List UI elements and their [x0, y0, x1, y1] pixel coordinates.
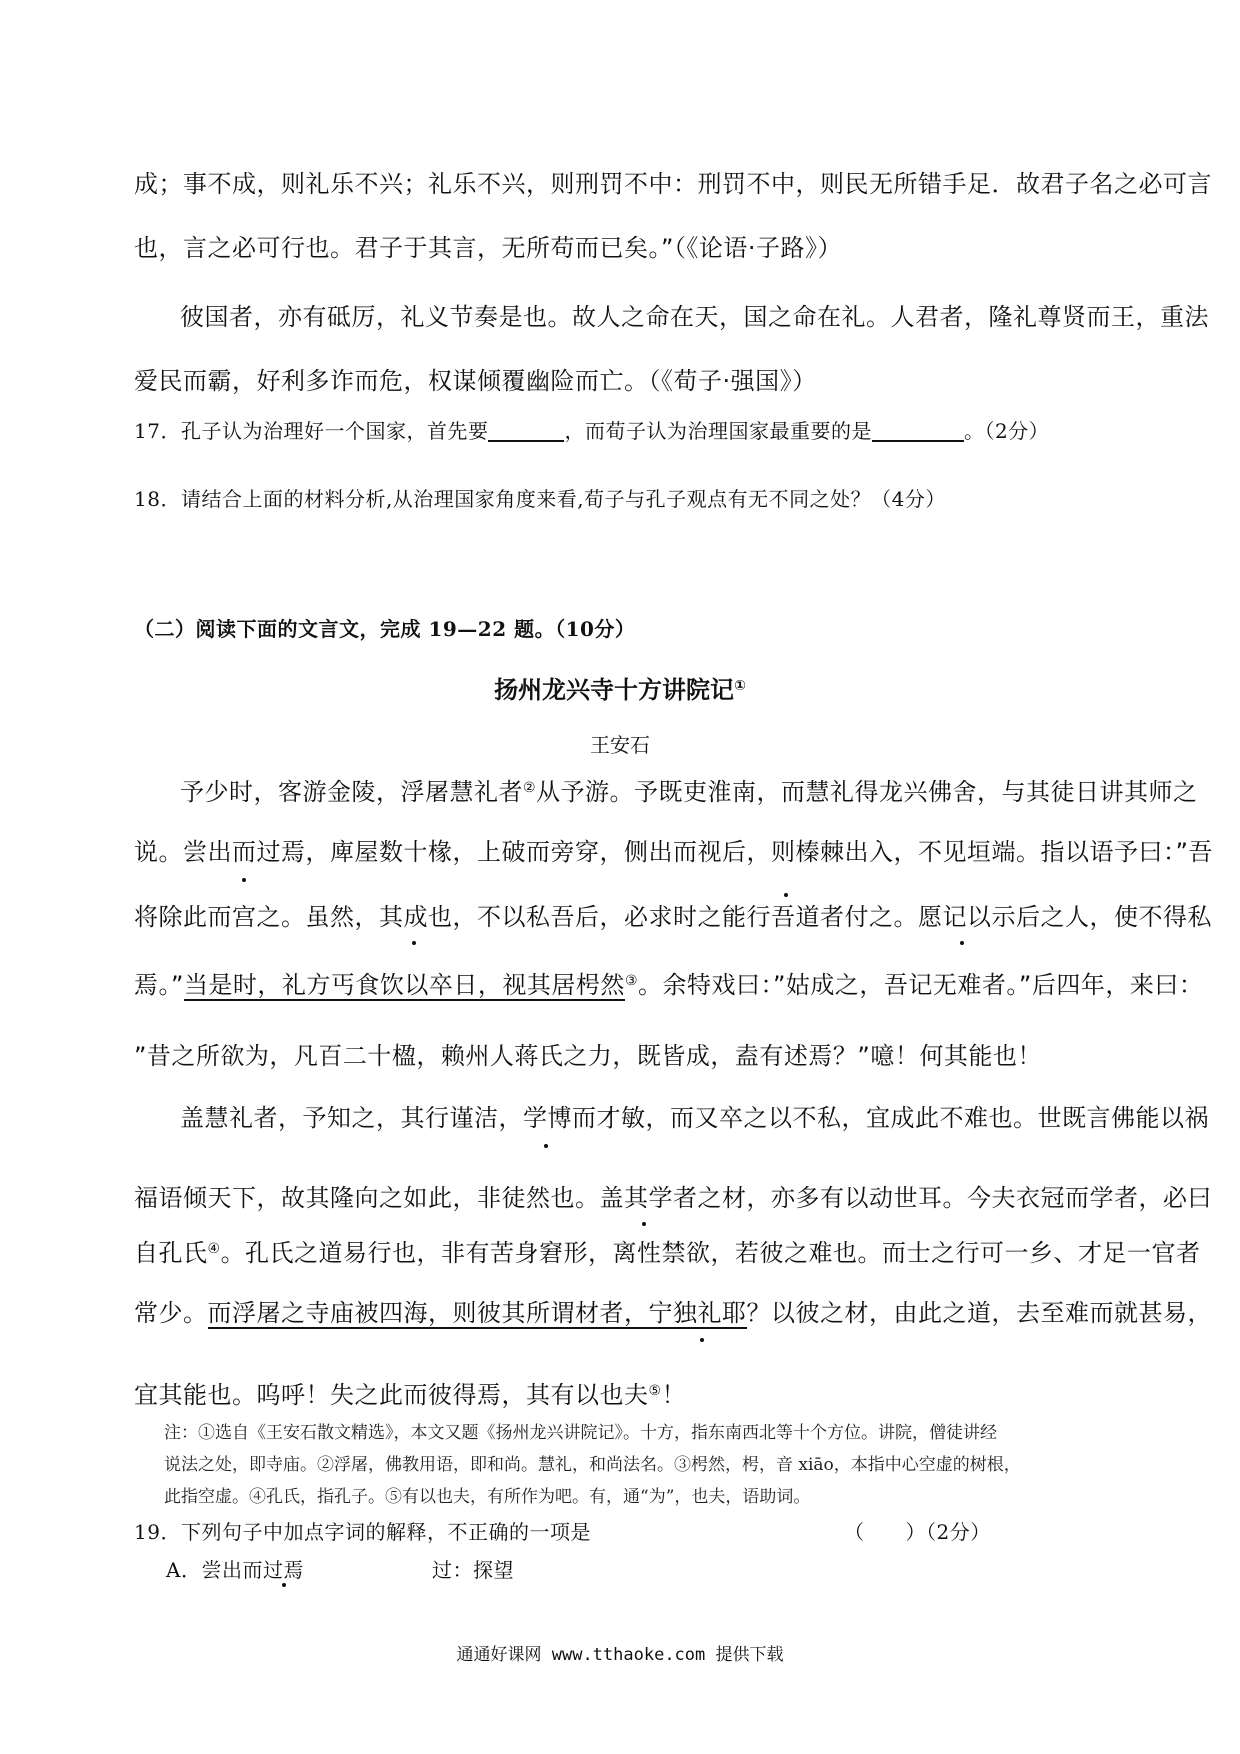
article-text: 从予游。予既吏淮南，而慧礼得龙兴佛舍，与其徒日讲其师之	[536, 778, 1198, 806]
footnote-marker: ②	[523, 780, 537, 796]
passage-line: 成；事不成，则礼乐不兴；礼乐不兴，则刑罚不中：刑罚不中，则民无所错手足．故君子名之必可言	[134, 170, 1212, 198]
q17-text-3: 。（2分）	[963, 419, 1050, 443]
article-line	[134, 1297, 1212, 1329]
article-text: 焉。”	[134, 971, 184, 999]
underlined-sentence: 而浮屠之寺庙被四海，则彼其所谓材者，宁独礼耶	[207, 1299, 747, 1327]
article-line	[134, 965, 1203, 1001]
answer-blank[interactable]	[872, 418, 964, 442]
emphasis-dot	[700, 1338, 704, 1342]
emphasis-dot	[412, 941, 416, 945]
footnote-marker: ⑤	[648, 1383, 662, 1399]
article-line: 盖慧礼者，予知之，其行谨洁，学博而才敏，而又卒之以不私，宜成此不难也。世既言佛能以祸	[180, 1104, 1209, 1132]
footnote-marker: ③	[624, 973, 638, 989]
option-a-sentence: A．尝出而过焉	[166, 1558, 304, 1582]
answer-blank[interactable]	[488, 418, 564, 442]
footnote-line: 说法之处，即寺庙。②浮屠，佛教用语，即和尚。慧礼，和尚法名。③枵然，枵，音 xiāo，本指中心空虚的树根，	[164, 1455, 1021, 1475]
footnote-marker: ④	[207, 1241, 221, 1257]
article-text: 宜其能也。呜呼！失之此而彼得焉，其有以也夫	[134, 1381, 649, 1409]
article-text: 自孔氏	[134, 1239, 208, 1267]
question-17	[134, 415, 1049, 447]
page-footer: 通通好课网 www.tthaoke.com 提供下载	[456, 1645, 784, 1665]
footnote-marker: ①	[734, 678, 746, 694]
footnote-line: 注：①选自《王安石散文精选》，本文又题《扬州龙兴讲院记》。十方，指东南西北等十个方位。讲院，僧徒讲经	[164, 1423, 997, 1443]
emphasis-dot	[784, 893, 788, 897]
q17-text-1: 17．孔子认为治理好一个国家，首先要	[134, 419, 489, 443]
question-19: 19．下列句子中加点字词的解释，不正确的一项是	[134, 1520, 591, 1544]
question-18: 18．请结合上面的材料分析,从治理国家角度来看,荀子与孔子观点有无不同之处？（4分）	[134, 487, 946, 511]
article-line	[134, 1233, 1201, 1269]
option-a-gloss: 过：探望	[432, 1558, 514, 1582]
article-line	[180, 772, 1198, 808]
article-line: ”昔之所欲为，凡百二十楹，赖州人蒋氏之力，既皆成，盍有述焉？”噫！何其能也！	[134, 1042, 1042, 1070]
article-text: 予少时，客游金陵，浮屠慧礼者	[180, 778, 523, 806]
passage-line: 爱民而霸，好利多诈而危，权谋倾覆幽险而亡。（《荀子·强国》）	[134, 367, 817, 395]
underlined-sentence: 当是时，礼方丐食饮以卒日，视其居枵然	[183, 971, 625, 999]
article-title-text: 扬州龙兴寺十方讲院记	[494, 676, 735, 704]
article-text: 。余特戏曰：”姑成之，吾记无难者。”后四年，来曰：	[638, 971, 1204, 999]
footnote-line: 此指空虚。④孔氏，指孔子。⑤有以也夫，有所作为吧。有，通“为”，也夫，语助词。	[164, 1487, 811, 1507]
article-text: 。孔氏之道易行也，非有苦身窘形，离性禁欲，若彼之难也。而士之行可一乡、才足一官者	[220, 1239, 1201, 1267]
article-line: 福语倾天下，故其隆向之如此，非徒然也。盖其学者之材，亦多有以动世耳。今夫衣冠而学者，必曰	[134, 1184, 1212, 1212]
article-line: 将除此而宫之。虽然，其成也，不以私吾后，必求时之能行吾道者付之。愿记以示后之人，使不得私	[134, 903, 1212, 931]
answer-paren[interactable]: （ ）（2分）	[844, 1520, 991, 1544]
article-title	[0, 670, 1240, 706]
q17-text-2: ，而荀子认为治理国家最重要的是	[564, 419, 872, 443]
article-line	[134, 1375, 686, 1411]
article-line: 说。尝出而过焉，庳屋数十椽，上破而旁穿，侧出而视后，则榛棘出入，不见垣端。指以语予曰：”吾	[134, 838, 1213, 866]
article-text: 常少。	[134, 1299, 208, 1327]
emphasis-dot	[544, 1144, 548, 1148]
article-text: ？以彼之材，由此之道，去至难而就甚易，	[746, 1299, 1212, 1327]
article-author: 王安石	[590, 733, 650, 757]
passage-line: 也，言之必可行也。君子于其言，无所苟而已矣。”（《论语·子路》）	[134, 234, 843, 262]
article-text: ！	[661, 1381, 687, 1409]
emphasis-dot	[642, 1222, 646, 1226]
passage-line: 彼国者，亦有砥厉，礼义节奏是也。故人之命在天，国之命在礼。人君者，隆礼尊贤而王，重法	[180, 303, 1209, 331]
emphasis-dot	[242, 878, 246, 882]
emphasis-dot	[960, 941, 964, 945]
section-heading: （二）阅读下面的文言文，完成 19—22 题。（10分）	[134, 617, 636, 641]
